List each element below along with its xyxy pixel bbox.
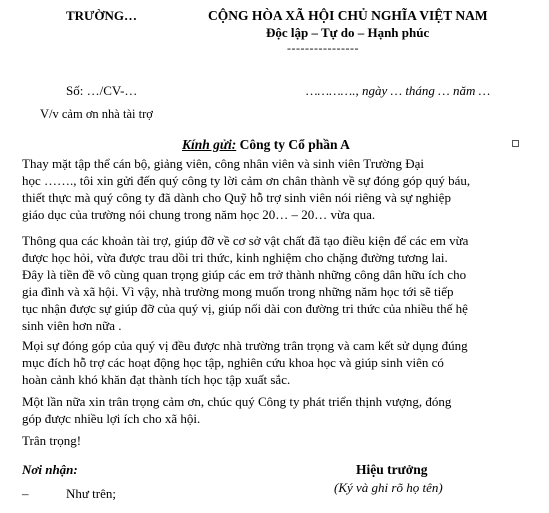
paragraph-line: sinh viên hơn nữa .: [22, 318, 122, 333]
motto: Độc lập – Tự do – Hạnh phúc: [266, 25, 430, 40]
paragraph-line: Mọi sự đóng góp của quý vị đều được nhà trường trân trọng và cam kết sử dụng đúng: [22, 338, 468, 353]
paragraph-line: thiết thực mà quý công ty đã dành cho Quỹ hỗ trợ sinh viên nói riêng và sự nghiệp: [22, 190, 451, 205]
paragraph-line: Một lần nữa xin trân trọng cảm ơn, chúc quý Công ty phát triển thịnh vượng, đóng: [22, 394, 452, 409]
paragraph-line: Đây là tiền đề vô cùng quan trọng giúp các em trở thành những công dân hữu ích cho: [22, 267, 467, 282]
paragraph-line: giáo dục của trường nói chung trong năm học 20… – 20… vừa qua.: [22, 207, 376, 222]
paragraph-line: được học hỏi, vừa được trau dồi tri thức, kinh nghiệm cho chặng đường tương lai.: [22, 250, 448, 265]
paragraph-line: hoàn cảnh khó khăn đạt thành tích học tập xuất sắc.: [22, 372, 291, 387]
paragraph-3: [22, 337, 528, 388]
paragraph-line: góp được nhiều lợi ích cho xã hội.: [22, 411, 201, 426]
document-date: …………., ngày … tháng … năm …: [306, 83, 491, 98]
header-rule: ----------------: [287, 41, 359, 55]
paragraph-4: [22, 393, 528, 427]
paragraph-line: Thay mặt tập thể cán bộ, giảng viên, công nhân viên và sinh viên Trường Đại: [22, 156, 425, 171]
paragraph-line: mục đích hỗ trợ các hoạt động học tập, nghiên cứu khoa học và giúp sinh viên có: [22, 355, 444, 370]
signer-title: Hiệu trưởng: [356, 462, 428, 477]
signer-note: (Ký và ghi rõ họ tên): [334, 480, 443, 495]
document-number: Số: …/CV-…: [66, 83, 138, 98]
paragraph-line: học ……., tôi xin gửi đến quý công ty lời cảm ơn chân thành về sự đóng góp quý báu,: [22, 173, 471, 188]
salutation-prefix: Kính gửi:: [182, 137, 237, 152]
recipient-item: Như trên;: [66, 486, 117, 501]
paragraph-2: [22, 232, 528, 334]
closing: Trân trọng!: [22, 433, 82, 448]
nation-title: CỘNG HÒA XÃ HỘI CHỦ NGHĨA VIỆT NAM: [208, 8, 488, 23]
salutation-recipient: Công ty Cổ phần A: [236, 137, 350, 152]
recipient-dash: –: [22, 486, 29, 501]
anchor-marker-icon: [512, 140, 519, 147]
recipients-label: Nơi nhận:: [22, 462, 78, 477]
paragraph-line: gia đình và xã hội. Vì vậy, nhà trường mong muốn trong những năm học tới sẽ tiếp: [22, 284, 454, 299]
paragraph-1: [22, 155, 528, 223]
school-name: TRƯỜNG…: [66, 8, 138, 23]
document-subject: V/v cảm ơn nhà tài trợ: [40, 107, 153, 121]
salutation: [182, 137, 350, 153]
paragraph-line: tục nhận được sự giúp đỡ của quý vị, giúp nối dài con đường tri thức của nhiều thế hệ: [22, 301, 468, 316]
paragraph-line: Thông qua các khoản tài trợ, giúp đỡ về cơ sở vật chất đã tạo điều kiện để các em vừa: [22, 233, 469, 248]
